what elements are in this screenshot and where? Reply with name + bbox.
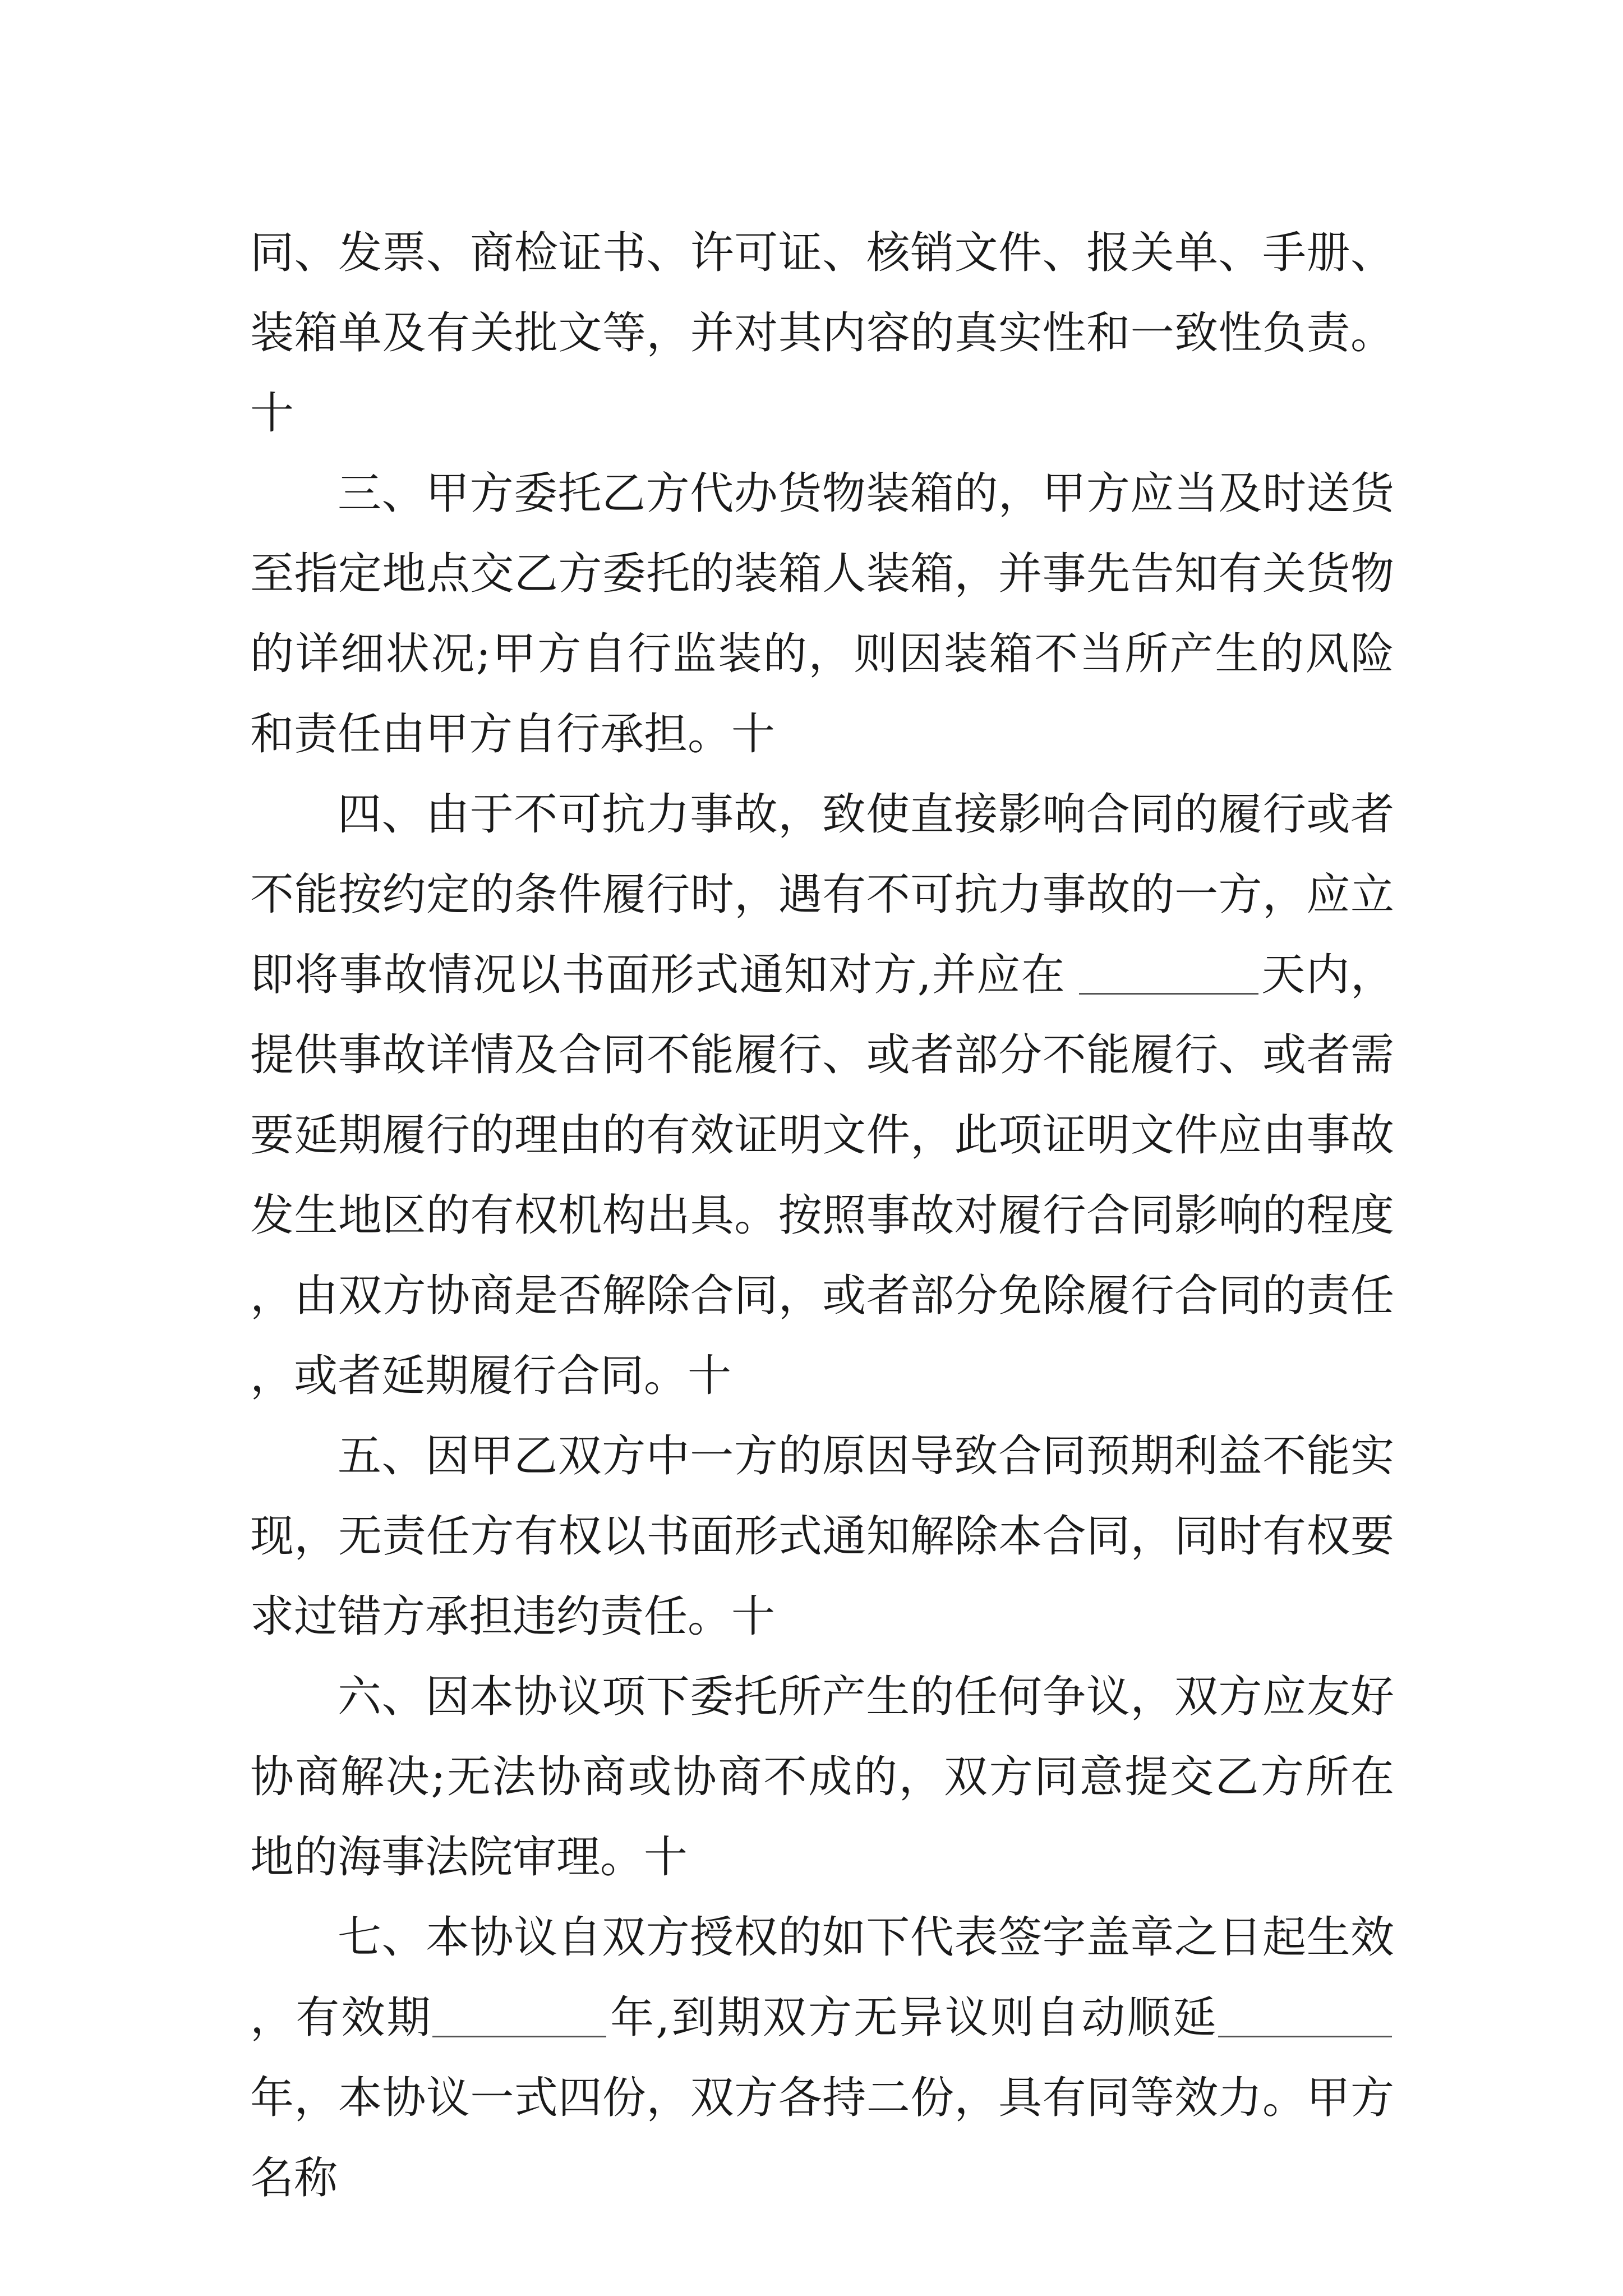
p-clause-3-paragraph bbox=[250, 454, 1394, 775]
paragraph-text: 年，本协议一式四份，双方各持二份，具有同等效力。甲方名称 bbox=[250, 2073, 1394, 2203]
paragraph-text: 六、因本协议项下委托所产生的任何争议，双方应友好协商解决;无法协商或协商不成的，双方同意提交乙方所在地的海事法院审理。 bbox=[250, 1672, 1394, 1883]
paragraph-text: 年,到期双方无异议则自动顺延 bbox=[608, 1993, 1218, 2043]
paragraph-text: 五、因甲乙双方中一方的原因导致合同预期利益不能实现，无责任方有权以书面形式通知解除本合同，同时有权要求过错方承担违约责任。 bbox=[250, 1431, 1394, 1642]
paragraph-end-mark: 十 bbox=[644, 1832, 688, 1883]
p-clause-6-paragraph bbox=[250, 1657, 1394, 1898]
paragraph-end-mark: 十 bbox=[250, 388, 294, 439]
fill-in-blank bbox=[1079, 949, 1258, 995]
p-clause-5-paragraph bbox=[250, 1416, 1394, 1657]
p-clause-4-paragraph bbox=[250, 775, 1394, 1416]
paragraph-text: 同、发票、商检证书、许可证、核销文件、报关单、手册、装箱单及有关批文等，并对其内容的真实性和一致性负责。 bbox=[250, 228, 1394, 358]
paragraph-text: 天内，提供事故详情及合同不能履行、或者部分不能履行、或者需要延期履行的理由的有效证明文件，此项证明文件应由事故发生地区的有权机构出具。按照事故对履行合同影响的程度，由双方协商是否解除合同，或者部分免除履行合同的责任，或者延期履行合同。 bbox=[250, 950, 1394, 1401]
paragraph-text: 三、甲方委托乙方代办货物装箱的，甲方应当及时送货至指定地点交乙方委托的装箱人装箱，并事先告知有关货物的详细状况;甲方自行监装的，则因装箱不当所产生的风险和责任由甲方自行承担。 bbox=[250, 468, 1394, 760]
fill-in-blank bbox=[432, 1992, 606, 2037]
paragraph-end-mark: 十 bbox=[731, 709, 776, 760]
p-clause-7-paragraph bbox=[250, 1898, 1394, 2219]
document-body bbox=[250, 213, 1394, 2219]
fill-in-blank bbox=[1218, 1992, 1392, 2037]
p-continued-paragraph bbox=[250, 213, 1394, 454]
paragraph-end-mark: 十 bbox=[731, 1591, 776, 1642]
paragraph-text: 四、由于不可抗力事故，致使直接影响合同的履行或者不能按约定的条件履行时，遇有不可抗力事故的一方，应立即将事故情况以书面形式通知对方,并应在 bbox=[250, 789, 1394, 1000]
paragraph-end-mark: 十 bbox=[688, 1351, 732, 1401]
paragraph-text: 七、本协议自双方授权的如下代表签字盖章之日起生效，有效期 bbox=[250, 1912, 1394, 2043]
